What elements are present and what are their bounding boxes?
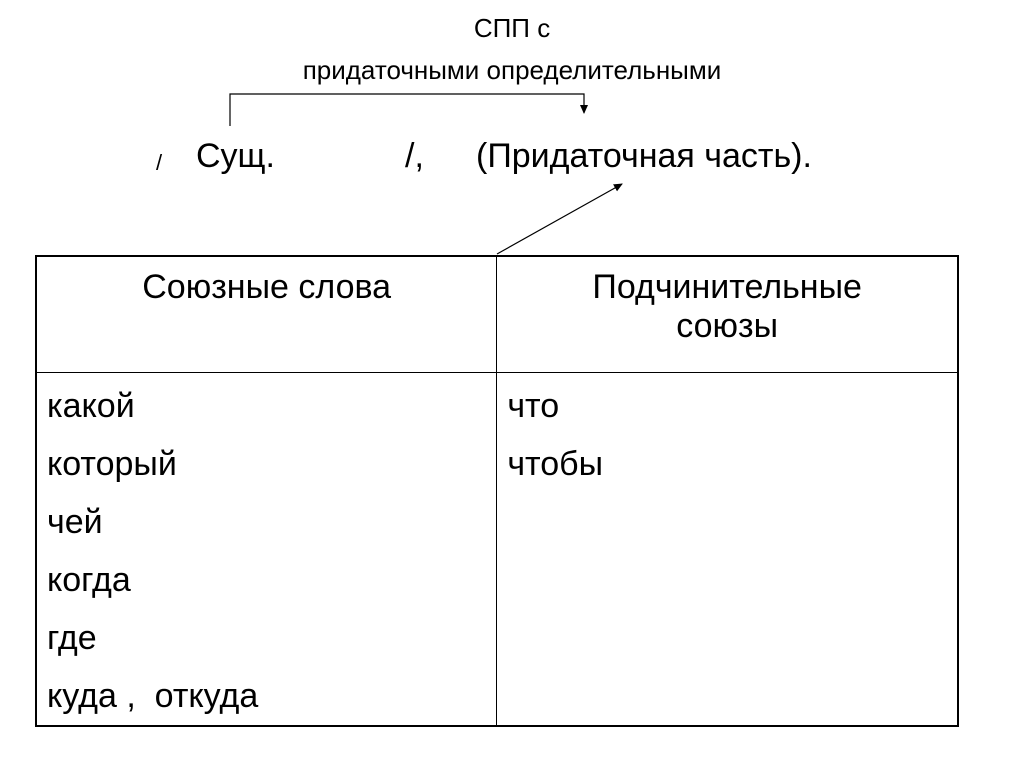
formula-slash-start: /: [156, 150, 163, 175]
conjunctions-table: [35, 255, 959, 727]
header-relative-words: [36, 256, 497, 373]
list-item: куда , откуда: [47, 677, 259, 715]
table-to-clause-arrow: [497, 184, 622, 254]
formula-slash-comma: /,: [405, 137, 424, 175]
list-item: который: [47, 445, 177, 483]
table-header-row: [36, 256, 958, 373]
list-item: что: [507, 387, 560, 425]
header-right-label-2: союзы: [676, 307, 779, 345]
relative-words-cell: [36, 373, 497, 727]
table-body-row: [36, 373, 958, 727]
title-line-2: придаточными определительными: [302, 55, 722, 85]
list-item: где: [47, 619, 97, 657]
list-item: чей: [47, 503, 103, 541]
list-item: когда: [47, 561, 131, 599]
conjunctions-cell: [497, 373, 958, 727]
header-right-label-1: Подчинительные: [592, 268, 862, 306]
list-item: какой: [47, 387, 135, 425]
header-left-label: Союзные слова: [142, 268, 392, 306]
formula-subordinate-clause: (Придаточная часть).: [476, 137, 812, 175]
list-item: чтобы: [507, 445, 604, 483]
formula-noun: Сущ.: [196, 137, 275, 175]
bracket-connector: [230, 94, 584, 126]
header-subordinating-conjunctions: [497, 256, 958, 373]
title-line-1: СПП с: [473, 13, 551, 43]
